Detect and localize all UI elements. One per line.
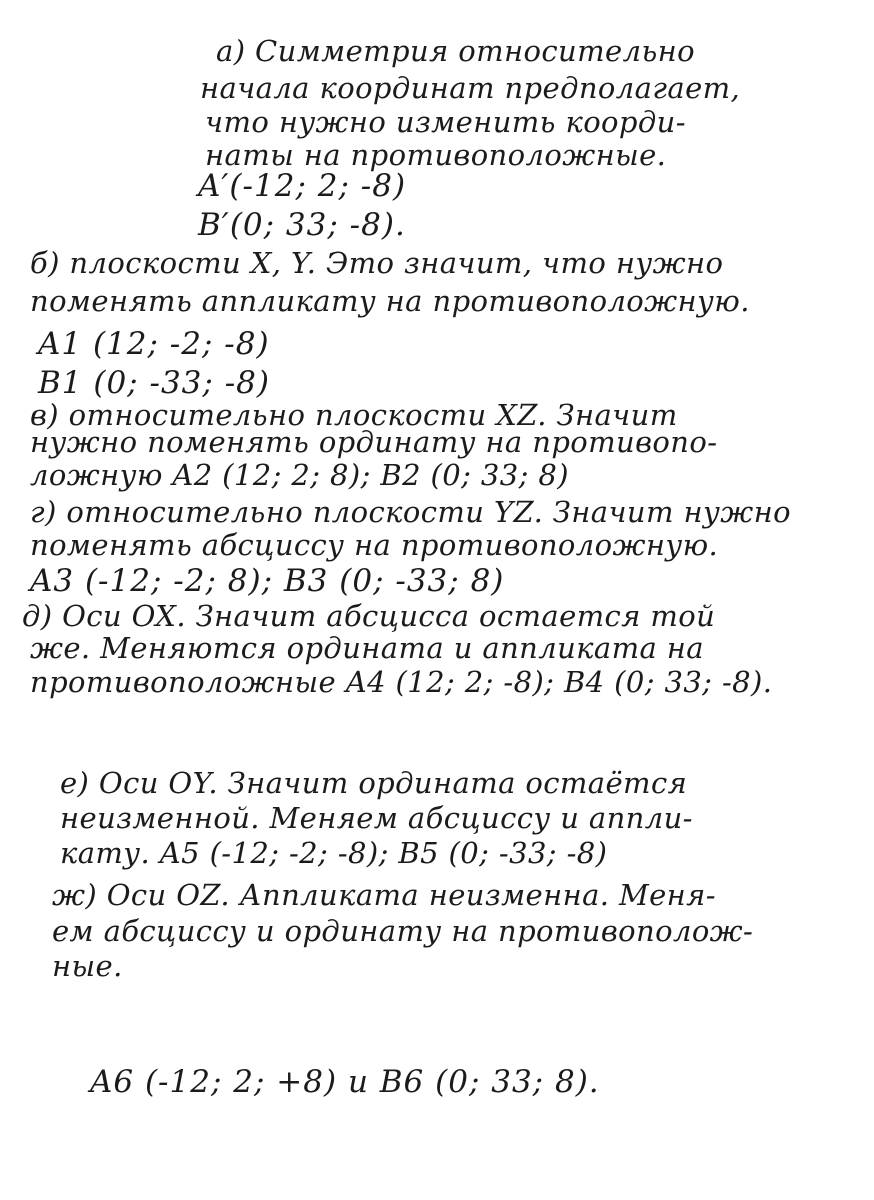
text-line: A3 (-12; -2; 8); B3 (0; -33; 8) <box>30 563 505 599</box>
text-line: е) Оси OY. Значит ордината остаётся <box>60 766 688 800</box>
text-line: ж) Оси OZ. Аппликата неизменна. Меня- <box>52 878 716 912</box>
text-line: ложную A2 (12; 2; 8); B2 (0; 33; 8) <box>30 458 569 492</box>
text-line: A6 (-12; 2; +8) и B6 (0; 33; 8). <box>90 1064 600 1100</box>
text-line: начала координат предполагает, <box>200 71 741 105</box>
text-line: B1 (0; -33; -8) <box>38 365 270 401</box>
text-line: ем абсциссу и ординату на противополож- <box>52 914 754 948</box>
text-line: наты на противоположные. <box>205 138 667 172</box>
text-line: а) Симметрия относительно <box>216 34 696 68</box>
text-line: ные. <box>52 949 123 983</box>
text-line: поменять аппликату на противоположную. <box>30 284 750 318</box>
text-line: в) относительно плоскости XZ. Значит <box>30 398 678 432</box>
text-line: неизменной. Меняем абсциссу и аппли- <box>60 801 693 835</box>
text-line: B′(0; 33; -8). <box>198 207 406 243</box>
text-line: A1 (12; -2; -8) <box>38 326 270 362</box>
text-line: что нужно изменить коорди- <box>205 105 686 139</box>
text-line: г) относительно плоскости YZ. Значит нужно <box>30 495 791 529</box>
text-line: поменять абсциссу на противоположную. <box>30 528 719 562</box>
text-line: б) плоскости X, Y. Это значит, что нужно <box>30 246 724 280</box>
text-line: A′(-12; 2; -8) <box>198 168 407 204</box>
text-line: противоположные A4 (12; 2; -8); B4 (0; 33; -8). <box>30 665 773 699</box>
text-line: нужно поменять ординату на противопо- <box>30 425 718 459</box>
text-line: д) Оси OX. Значит абсцисса остается той <box>22 599 716 633</box>
text-line: кату. A5 (-12; -2; -8); B5 (0; -33; -8) <box>60 836 608 870</box>
text-line: же. Меняются ордината и аппликата на <box>30 631 704 665</box>
